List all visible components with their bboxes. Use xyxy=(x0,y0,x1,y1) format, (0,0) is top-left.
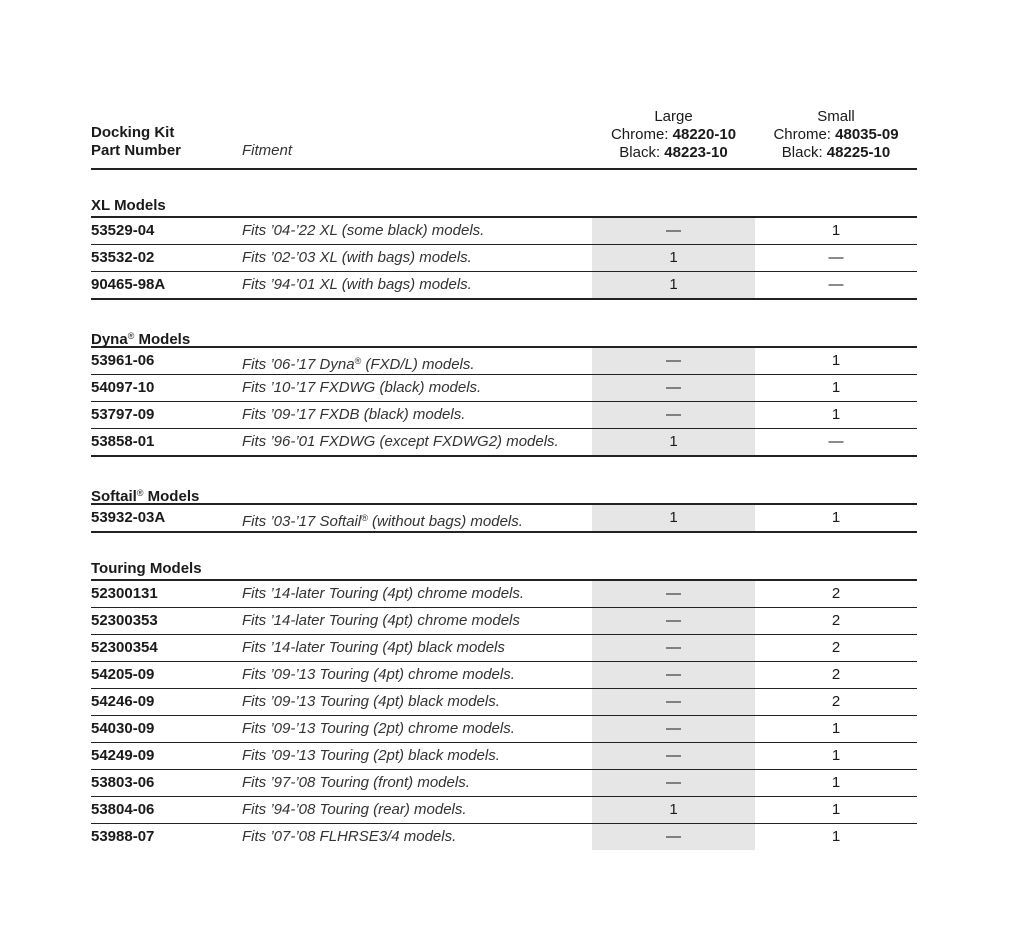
table-row xyxy=(91,348,917,375)
part-number-cell: 53988-07 xyxy=(91,828,155,845)
small-qty-cell: 1 xyxy=(831,747,841,764)
table-row xyxy=(91,245,917,272)
part-number-cell: 53804-06 xyxy=(91,801,155,818)
fitment-cell: Fits ’09-’13 Touring (2pt) black models. xyxy=(242,747,500,764)
small-column-header xyxy=(755,108,917,162)
small-qty-cell: 2 xyxy=(831,639,841,656)
table-row xyxy=(91,770,917,797)
large-qty-cell: — xyxy=(592,662,755,688)
small-qty-cell: 1 xyxy=(831,720,841,737)
large-black-part: 48223-10 xyxy=(664,144,728,161)
table-row xyxy=(91,716,917,743)
fitment-cell: Fits ’09-’13 Touring (2pt) chrome models. xyxy=(242,720,515,737)
large-qty-cell: 1 xyxy=(592,245,755,271)
fitment-cell: Fits ’02-’03 XL (with bags) models. xyxy=(242,249,472,266)
table-row xyxy=(91,608,917,635)
fitment-cell: Fits ’09-’13 Touring (4pt) chrome models. xyxy=(242,666,515,683)
large-qty-cell: — xyxy=(592,375,755,401)
small-black-label: Black: xyxy=(781,144,827,161)
model-section xyxy=(91,559,917,850)
large-chrome-label: Chrome: xyxy=(610,126,673,143)
small-qty-cell: 2 xyxy=(831,612,841,629)
table-row xyxy=(91,272,917,300)
section-title-text: XL Models xyxy=(91,197,166,214)
part-header-line1: Docking Kit xyxy=(91,124,175,141)
part-number-cell: 53797-09 xyxy=(91,406,155,423)
small-chrome-label: Chrome: xyxy=(773,126,836,143)
small-black-line xyxy=(755,144,917,162)
table-row xyxy=(91,429,917,457)
part-header-line2: Part Number xyxy=(91,142,182,159)
part-number-cell: 52300353 xyxy=(91,612,158,629)
small-qty-cell: 1 xyxy=(831,379,841,396)
fitment-cell: Fits ’14-later Touring (4pt) chrome models xyxy=(242,612,520,629)
table-row xyxy=(91,689,917,716)
fitment-cell: Fits ’09-’13 Touring (4pt) black models. xyxy=(242,693,500,710)
large-qty-cell: — xyxy=(592,581,755,607)
table-row xyxy=(91,218,917,245)
fitment-cell: Fits ’09-’17 FXDB (black) models. xyxy=(242,406,466,423)
large-chrome-line xyxy=(592,126,755,144)
large-qty-cell: 1 xyxy=(592,797,755,823)
section-title xyxy=(91,483,917,505)
large-black-label: Black: xyxy=(619,144,665,161)
large-column-header xyxy=(592,108,755,162)
fitment-cell: Fits ’97-’08 Touring (front) models. xyxy=(242,774,470,791)
table-row xyxy=(91,743,917,770)
fitment-cell: Fits ’04-’22 XL (some black) models. xyxy=(242,222,485,239)
large-black-line xyxy=(592,144,755,162)
small-qty-cell: 1 xyxy=(831,774,841,791)
large-qty-cell: 1 xyxy=(592,429,755,455)
large-chrome-part: 48220-10 xyxy=(672,126,737,143)
small-size-label: Small xyxy=(817,108,855,125)
large-qty-cell: — xyxy=(592,824,755,850)
large-qty-cell: — xyxy=(592,689,755,715)
small-qty-cell: 1 xyxy=(831,352,841,369)
large-qty-cell: — xyxy=(592,608,755,634)
section-title-suffix: ® Models xyxy=(127,331,191,348)
fitment-cell: Fits ’06-’17 Dyna® (FXD/L) models. xyxy=(242,356,475,373)
part-number-cell: 54246-09 xyxy=(91,693,155,710)
part-number-cell: 53532-02 xyxy=(91,249,155,266)
part-number-cell: 53961-06 xyxy=(91,352,155,369)
part-number-cell: 52300131 xyxy=(91,585,158,602)
section-title xyxy=(91,326,917,348)
part-number-cell: 90465-98A xyxy=(91,276,166,293)
model-section xyxy=(91,483,917,533)
section-title xyxy=(91,559,917,581)
small-qty-cell: 2 xyxy=(831,666,841,683)
table-row xyxy=(91,797,917,824)
part-number-cell: 53803-06 xyxy=(91,774,155,791)
part-number-cell: 53932-03A xyxy=(91,509,166,526)
small-qty-cell: — xyxy=(828,249,844,266)
fitment-cell: Fits ’14-later Touring (4pt) chrome models. xyxy=(242,585,525,602)
large-qty-cell: — xyxy=(592,716,755,742)
part-number-cell: 53858-01 xyxy=(91,433,155,450)
part-number-cell: 54097-10 xyxy=(91,379,155,396)
section-title-text: Softail xyxy=(91,488,137,505)
section-title xyxy=(91,196,917,218)
large-size-label: Large xyxy=(654,108,693,125)
part-number-header xyxy=(91,124,181,160)
large-qty-cell: — xyxy=(592,348,755,374)
fitment-cell: Fits ’03-’17 Softail® (without bags) models. xyxy=(242,513,523,530)
part-number-cell: 54205-09 xyxy=(91,666,155,683)
large-qty-cell: 1 xyxy=(592,505,755,531)
table-row xyxy=(91,505,917,533)
table-row xyxy=(91,662,917,689)
section-title-text: Touring Models xyxy=(91,560,202,577)
table-body xyxy=(91,196,917,850)
table-row xyxy=(91,402,917,429)
fitment-cell: Fits ’94-’01 XL (with bags) models. xyxy=(242,276,472,293)
section-title-suffix: ® Models xyxy=(136,488,200,505)
fitment-cell: Fits ’07-’08 FLHRSE3/4 models. xyxy=(242,828,457,845)
small-black-part: 48225-10 xyxy=(826,144,891,161)
small-qty-cell: 1 xyxy=(831,222,841,239)
small-qty-cell: 1 xyxy=(831,801,841,818)
large-qty-cell: — xyxy=(592,218,755,244)
large-qty-cell: 1 xyxy=(592,272,755,298)
fitment-header: Fitment xyxy=(242,142,293,159)
table-row xyxy=(91,581,917,608)
table-row xyxy=(91,375,917,402)
large-qty-cell: — xyxy=(592,743,755,769)
model-section xyxy=(91,326,917,457)
large-qty-cell: — xyxy=(592,402,755,428)
fitment-cell: Fits ’94-’08 Touring (rear) models. xyxy=(242,801,467,818)
small-qty-cell: 2 xyxy=(831,693,841,710)
part-number-cell: 54249-09 xyxy=(91,747,155,764)
table-row xyxy=(91,824,917,850)
large-qty-cell: — xyxy=(592,770,755,796)
small-qty-cell: 2 xyxy=(831,585,841,602)
small-qty-cell: — xyxy=(828,276,844,293)
part-number-cell: 52300354 xyxy=(91,639,158,656)
small-qty-cell: 1 xyxy=(831,828,841,845)
fitment-cell: Fits ’96-’01 FXDWG (except FXDWG2) models. xyxy=(242,433,559,450)
table-header xyxy=(91,108,917,170)
section-title-text: Dyna xyxy=(91,331,128,348)
part-number-cell: 53529-04 xyxy=(91,222,155,239)
small-qty-cell: — xyxy=(828,433,844,450)
docking-kit-table xyxy=(91,108,917,850)
fitment-cell: Fits ’10-’17 FXDWG (black) models. xyxy=(242,379,482,396)
table-row xyxy=(91,635,917,662)
small-qty-cell: 1 xyxy=(831,406,841,423)
small-chrome-part: 48035-09 xyxy=(835,126,899,143)
fitment-cell: Fits ’14-later Touring (4pt) black models xyxy=(242,639,505,656)
part-number-cell: 54030-09 xyxy=(91,720,155,737)
small-chrome-line xyxy=(755,126,917,144)
large-qty-cell: — xyxy=(592,635,755,661)
small-qty-cell: 1 xyxy=(831,509,841,526)
model-section xyxy=(91,196,917,300)
